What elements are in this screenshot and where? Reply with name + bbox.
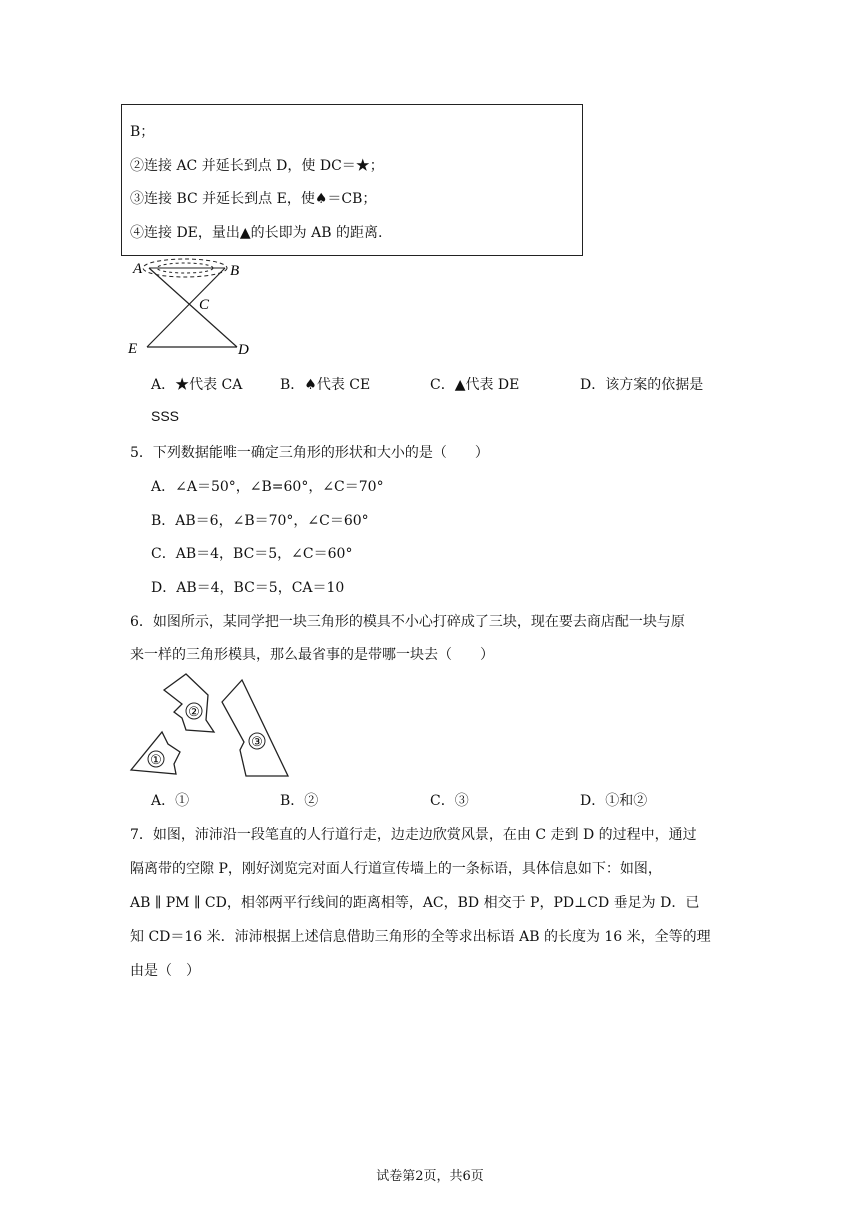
q5-option-a: A．∠A＝50°，∠B=60°，∠C＝70°	[151, 479, 384, 495]
box-line-3: ③连接 BC 并延长到点 E，使♠＝CB；	[130, 191, 377, 207]
q5-stem: 5．下列数据能唯一确定三角形的形状和大小的是（ ）	[130, 445, 489, 461]
label-C: C	[199, 297, 210, 313]
q6-option-d: D．①和②	[580, 793, 648, 809]
q4-option-d: D．该方案的依据是	[580, 377, 704, 393]
label-D: D	[238, 342, 249, 358]
q7-line-3: AB ∥ PM ∥ CD，相邻两平行线间的距离相等，AC，BD 相交于 P，PD⊥CD 垂足为 D．已	[130, 895, 700, 911]
page-footer: 试卷第2页，共6页	[376, 1169, 484, 1184]
q5-option-d: D．AB＝4，BC＝5，CA＝10	[151, 580, 345, 596]
q6-option-b: B．②	[280, 793, 319, 809]
q7-line-1: 7．如图，沛沛沿一段笔直的人行道行走，边走边欣赏风景，在由 C 走到 D 的过程中，通过	[130, 827, 697, 843]
box-line-1: B；	[130, 124, 155, 140]
piece-3-label: ③	[251, 735, 263, 750]
box-line-2: ②连接 AC 并延长到点 D，使 DC＝★；	[130, 158, 384, 174]
q7-line-5: 由是（ ）	[130, 963, 200, 979]
q5-option-c: C．AB＝4，BC＝5，∠C＝60°	[151, 546, 353, 562]
q6-figure	[128, 672, 293, 784]
q4-figure	[125, 255, 265, 360]
q4-option-c: C．▲代表 DE	[430, 377, 520, 393]
instruction-box	[121, 104, 583, 256]
box-line-4: ④连接 DE，量出▲的长即为 AB 的距离.	[130, 225, 383, 241]
q5-option-b: B．AB＝6，∠B＝70°，∠C＝60°	[151, 513, 369, 529]
q4-option-d-continued: SSS	[151, 408, 180, 424]
label-E: E	[128, 341, 138, 357]
q7-line-2: 隔离带的空隙 P，刚好浏览完对面人行道宣传墙上的一条标语，具体信息如下：如图，	[130, 861, 662, 877]
piece-2-label: ②	[188, 705, 200, 720]
q7-line-4: 知 CD＝16 米．沛沛根据上述信息借助三角形的全等求出标语 AB 的长度为 16 米，全等的理	[130, 929, 711, 945]
q6-stem-line-1: 6．如图所示，某同学把一块三角形的模具不小心打碎成了三块，现在要去商店配一块与原	[130, 614, 685, 630]
label-B: B	[230, 263, 240, 279]
q6-option-c: C．③	[430, 793, 469, 809]
q6-stem-line-2: 来一样的三角形模具，那么最省事的是带哪一块去（ ）	[130, 647, 494, 663]
q6-option-a: A．①	[151, 793, 190, 809]
q4-option-a: A．★代表 CA	[151, 377, 243, 393]
piece-1-label: ①	[150, 753, 162, 768]
label-A: A	[133, 261, 143, 277]
q4-option-b: B．♠代表 CE	[280, 377, 371, 393]
